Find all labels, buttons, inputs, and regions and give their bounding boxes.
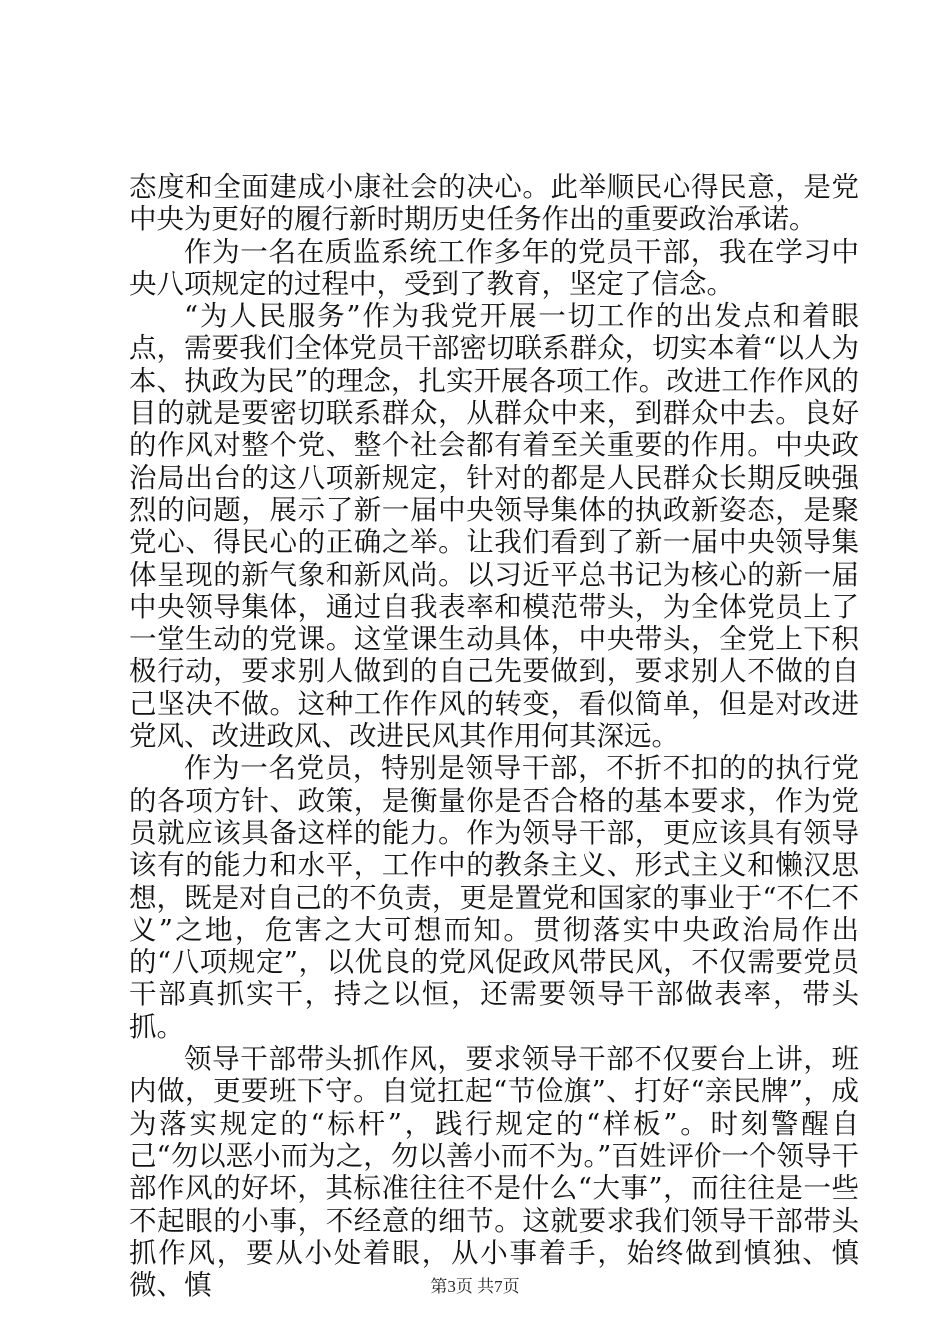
paragraph-1: 态度和全面建成小康社会的决心。此举顺民心得民意，是党中央为更好的履行新时期历史任务作出的重要政治承诺。	[129, 171, 859, 236]
document-body	[129, 171, 859, 1301]
paragraph-2: 作为一名在质监系统工作多年的党员干部，我在学习中央八项规定的过程中，受到了教育，坚定了信念。	[129, 235, 859, 300]
page-number-footer: 第3页 共7页	[430, 1277, 520, 1296]
paragraph-3: “为人民服务”作为我党开展一切工作的出发点和着眼点，需要我们全体党员干部密切联系群众，切实本着“以人为本、执政为民”的理念，扎实开展各项工作。改进工作作风的目的就是要密切联系群众，从群众中来，到群众中去。良好的作风对整个党、整个社会都有着至关重要的作用。中央政治局出台的这八项新规定，针对的都是人民群众长期反映强烈的问题，展示了新一届中央领导集体的执政新姿态，是聚党心、得民心的正确之举。让我们看到了新一届中央领导集体呈现的新气象和新风尚。以习近平总书记为核心的新一届中央领导集体，通过自我表率和模范带头，为全体党员上了一堂生动的党课。这堂课生动具体，中央带头，全党上下积极行动，要求别人做到的自己先要做到，要求别人不做的自己坚决不做。这种工作作风的转变，看似简单，但是对改进党风、改进政风、改进民风其作用何其深远。	[129, 300, 859, 753]
paragraph-4: 作为一名党员，特别是领导干部，不折不扣的的执行党的各项方针、政策，是衡量你是否合格的基本要求，作为党员就应该具备这样的能力。作为领导干部，更应该具有领导该有的能力和水平，工作中的教条主义、形式主义和懒汉思想，既是对自己的不负责，更是置党和国家的事业于“不仁不义”之地，危害之大可想而知。贯彻落实中央政治局作出的“八项规定”，以优良的党风促政风带民风，不仅需要党员干部真抓实干，持之以恒，还需要领导干部做表率，带头抓。	[129, 752, 859, 1043]
paragraph-5: 领导干部带头抓作风，要求领导干部不仅要台上讲，班内做，更要班下守。自觉扛起“节俭旗”、打好“亲民牌”，成为落实规定的“标杆”，践行规定的“样板”。时刻警醒自己“勿以恶小而为之，勿以善小而不为。”百姓评价一个领导干部作风的好坏，其标准往往不是什么“大事”，而往往是一些不起眼的小事，不经意的细节。这就要求我们领导干部带头抓作风，要从小处着眼，从小事着手，始终做到慎独、慎微、慎	[129, 1043, 859, 1302]
